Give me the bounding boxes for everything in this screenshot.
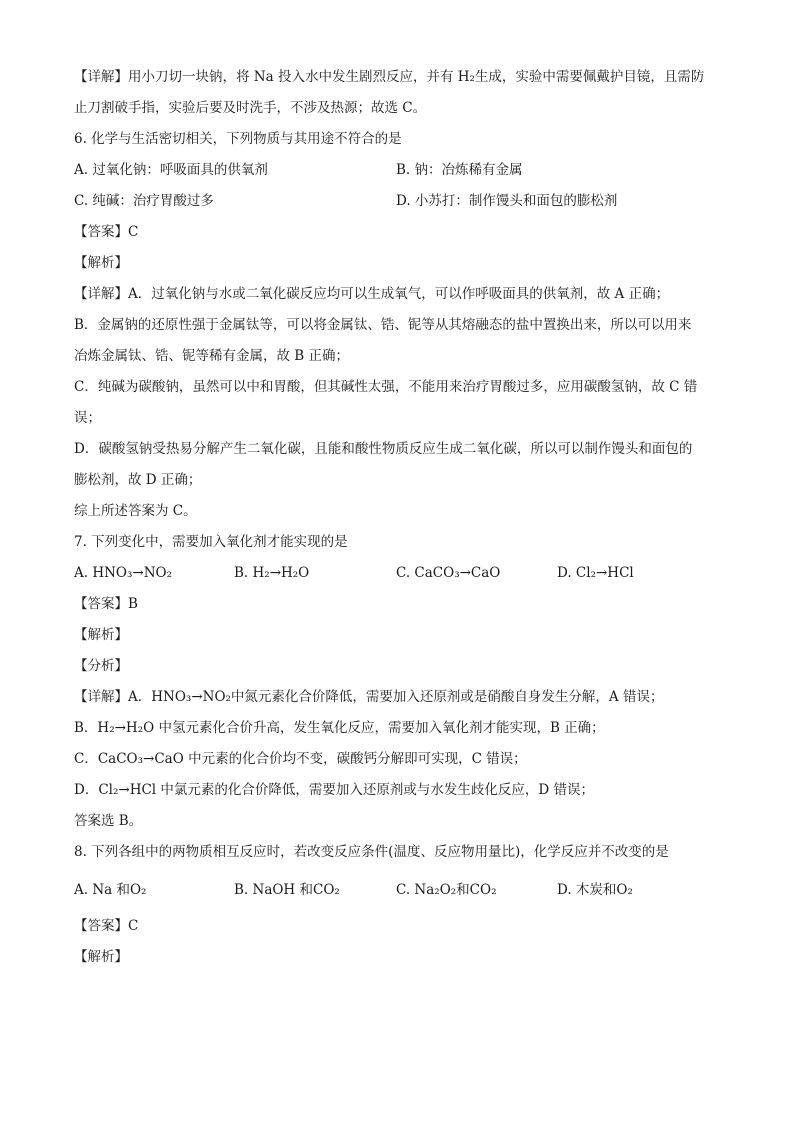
q6-detail-line-1: 【详解】A．过氧化钠与水或二氧化碳反应均可以生成氧气，可以作呼吸面具的供氧剂，故 A 正确； bbox=[74, 286, 670, 302]
q7-detail-line-3: C．CaCO₃→CaO 中元素的化合价均不变，碳酸钙分解即可实现，C 错误； bbox=[74, 751, 527, 767]
q8-option-a: A. Na 和O₂ bbox=[74, 882, 147, 898]
q6-detail-line-6: D．碳酸氢钠受热易分解产生二氧化碳，且能和酸性物质反应生成二氧化碳，所以可以制作馒头和面包的 bbox=[74, 441, 693, 457]
q8-option-c: C. Na₂O₂和CO₂ bbox=[396, 882, 497, 898]
q7-detail-line-1: 【详解】A．HNO₃→NO₂中氮元素化合价降低，需要加入还原剂或是硝酸自身发生分解，A 错误； bbox=[74, 689, 664, 705]
q7-jiexi-label: 【解析】 bbox=[74, 627, 128, 643]
q6-answer: 【答案】C bbox=[74, 224, 139, 240]
q6-detail-line-4: C．纯碱为碳酸钠，虽然可以中和胃酸，但其碱性太强，不能用来治疗胃酸过多，应用碳酸氢钠，故 C 错 bbox=[74, 379, 698, 395]
q6-jiexi-label: 【解析】 bbox=[74, 255, 128, 271]
q5-detail-line-2: 止刀割破手指，实验后要及时洗手，不涉及热源；故选 C。 bbox=[74, 100, 427, 116]
q7-stem: 7. 下列变化中，需要加入氧化剂才能实现的是 bbox=[74, 534, 348, 550]
q7-detail-line-4: D．Cl₂→HCl 中氯元素的化合价降低，需要加入还原剂或与水发生歧化反应，D 错误； bbox=[74, 782, 595, 798]
q7-option-b: B. H₂→H₂O bbox=[234, 565, 310, 581]
q7-summary: 答案选 B。 bbox=[74, 813, 143, 829]
q6-stem: 6. 化学与生活密切相关，下列物质与其用途不符合的是 bbox=[74, 131, 402, 147]
q7-detail-line-2: B．H₂→H₂O 中氢元素化合价升高，发生氧化反应，需要加入氧化剂才能实现，B 正确； bbox=[74, 720, 605, 736]
q6-detail-line-2: B．金属钠的还原性强于金属钛等，可以将金属钛、锆、铌等从其熔融态的盐中置换出来，所以可以用来 bbox=[74, 317, 692, 333]
q5-detail-line-1: 【详解】用小刀切一块钠，将 Na 投入水中发生剧烈反应，并有 H₂生成，实验中需要佩戴护目镜，且需防 bbox=[74, 69, 705, 85]
q7-option-d: D. Cl₂→HCl bbox=[557, 565, 634, 581]
q6-option-d: D. 小苏打：制作馒头和面包的膨松剂 bbox=[396, 193, 618, 209]
q7-answer: 【答案】B bbox=[74, 596, 138, 612]
q8-answer: 【答案】C bbox=[74, 918, 139, 934]
q6-option-b: B. 钠：冶炼稀有金属 bbox=[396, 162, 523, 178]
q6-option-a: A. 过氧化钠：呼吸面具的供氧剂 bbox=[74, 162, 268, 178]
q8-jiexi-label: 【解析】 bbox=[74, 949, 128, 965]
q7-option-a: A. HNO₃→NO₂ bbox=[74, 565, 173, 581]
q6-detail-line-7: 膨松剂，故 D 正确； bbox=[74, 472, 202, 488]
q6-summary: 综上所述答案为 C。 bbox=[74, 503, 197, 519]
q6-detail-line-5: 误； bbox=[74, 410, 101, 426]
q6-option-c: C. 纯碱：治疗胃酸过多 bbox=[74, 193, 214, 209]
q6-detail-line-3: 冶炼金属钛、锆、铌等稀有金属，故 B 正确； bbox=[74, 348, 350, 364]
q7-option-c: C. CaCO₃→CaO bbox=[396, 565, 501, 581]
q8-option-d: D. 木炭和O₂ bbox=[557, 882, 633, 898]
q7-fenxi-label: 【分析】 bbox=[74, 658, 128, 674]
q8-stem: 8. 下列各组中的两物质相互反应时，若改变反应条件(温度、反应物用量比)，化学反应并不改变的是 bbox=[74, 844, 669, 860]
q8-option-b: B. NaOH 和CO₂ bbox=[234, 882, 340, 898]
